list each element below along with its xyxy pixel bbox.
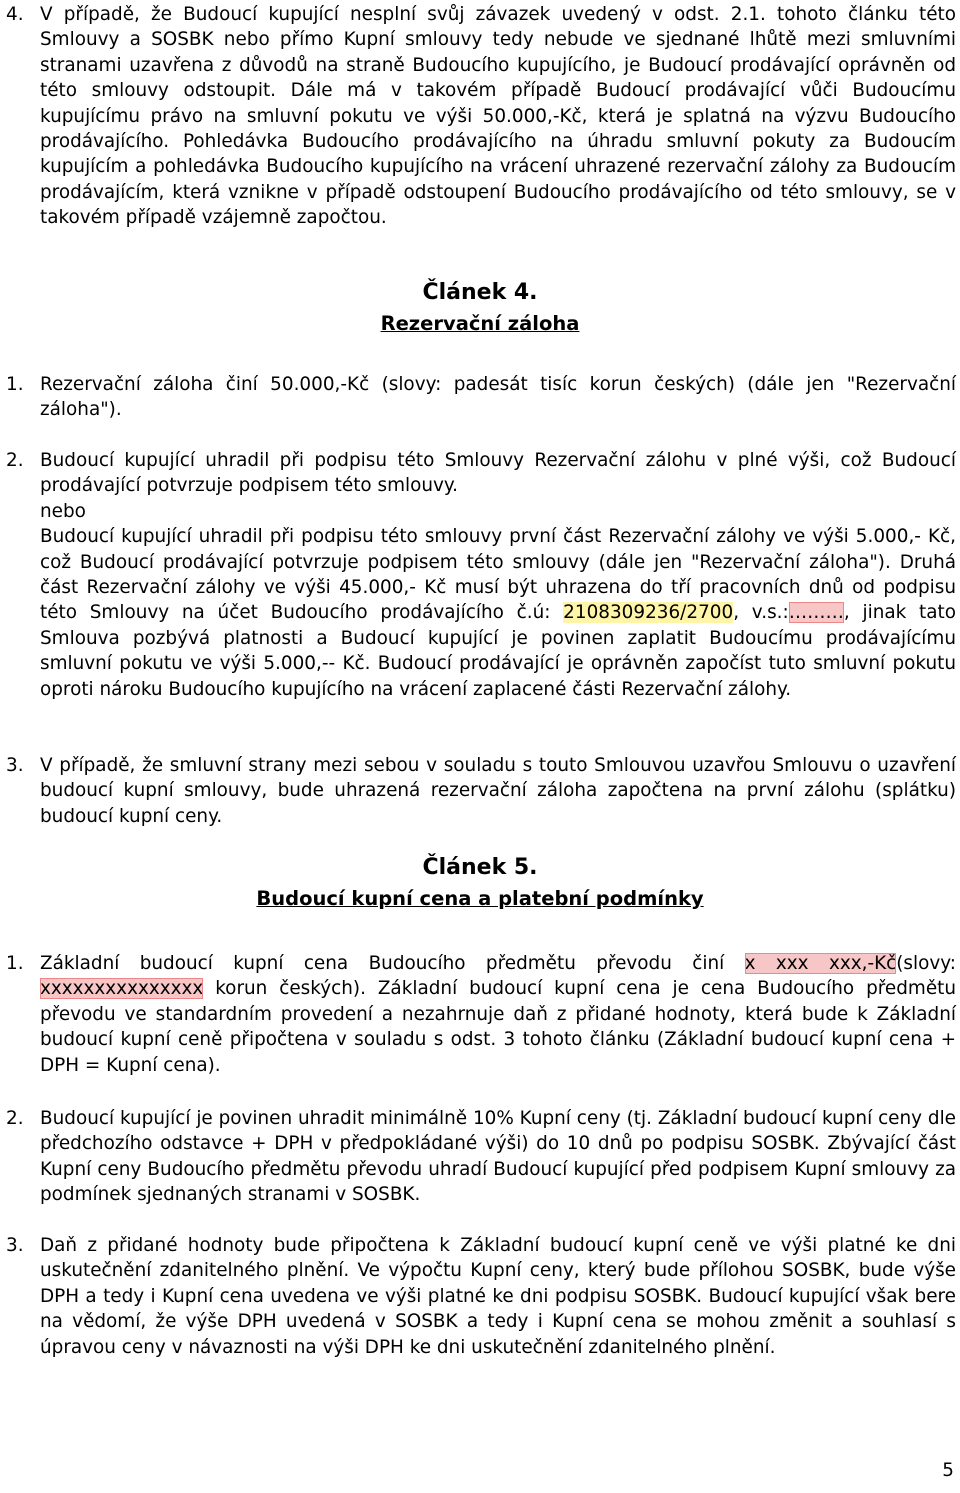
- item-text: Rezervační záloha činí 50.000,-Kč (slovy: padesát tisíc korun českých) (dále jen "Rezervační záloha").: [40, 374, 956, 421]
- item-text: V případě, že Budoucí kupující nesplní svůj závazek uvedený v odst. 2.1. tohoto článku této Smlouvy a SOSBK nebo přímo Kupní smlouvy tedy nebude ve sjednané lhůtě mezi smluvními stranami uzavřena z důvodů na straně Budoucího kupujícího, je Budoucí prodávající oprávněn od této smlouvy odstoupit. Dále má v takovém případě Budoucí prodávající vůči Budoucímu kupujícímu právo na smluvní pokutu ve výši 50.000,-Kč, která je splatná na výzvu Budoucího prodávajícího. Pohledávka Budoucího prodávajícího na úhradu smluvní pokuty za Budoucím kupujícím a pohledávka Budoucího kupujícího na vrácení uhrazené rezervační zálohy za Budoucím prodávajícím, která vznikne v případě odstoupení Budoucího prodávajícího od této smlouvy, se v takovém případě vzájemně započtou.: [40, 4, 956, 229]
- article5-item-1: [6, 951, 956, 1078]
- item-text: [40, 448, 956, 702]
- article-4-subtitle: Rezervační záloha: [380, 312, 580, 335]
- article-5-title: Článek 5.: [422, 855, 538, 880]
- page-number: 5: [942, 1460, 954, 1481]
- variable-symbol-blank: ………: [788, 602, 844, 624]
- article5-item-3: [6, 1233, 956, 1360]
- article4-item-2: [6, 448, 956, 702]
- item-number: 3.: [6, 1235, 24, 1256]
- item-text-part-b: (slovy:: [896, 953, 956, 974]
- item-number: 2.: [6, 450, 24, 471]
- item-text-part-c: korun českých). Základní budoucí kupní cena je cena Budoucího předmětu převodu ve standardním provedení a nezahrnuje daň z přidané hodnoty, která bude k Základní budoucí kupní ceně připočtena v souladu s odst. 3 tohoto článku (Základní budoucí kupní cena + DPH = Kupní cena).: [40, 978, 956, 1076]
- item-text-alternative: [40, 524, 956, 702]
- item-number: 4.: [6, 4, 24, 25]
- article-4-title: Článek 4.: [422, 280, 538, 305]
- item-text: Daň z přidané hodnoty bude připočtena k Základní budoucí kupní ceně ve výši platné ke dni uskutečnění zdanitelného plnění. Ve výpočtu Kupní ceny, který bude přílohou SOSBK, bude výše DPH a tedy i Kupní cena uvedena ve výši platné ke dni podpisu SOSBK. Budoucí kupující však bere na vědomí, že výše DPH uvedená v SOSBK a tedy i Kupní cena se mohou změnit a souhlasí s úpravou ceny v návaznosti na výši DPH ke dni uskutečnění zdanitelného plnění.: [40, 1235, 956, 1358]
- item-text-part-b: , v.s.:: [733, 602, 789, 624]
- article4-item-3: [6, 753, 956, 829]
- or-separator: nebo: [40, 500, 86, 522]
- item-number: 1.: [6, 953, 24, 974]
- item-text: Budoucí kupující je povinen uhradit minimálně 10% Kupní ceny (tj. Základní budoucí kupní ceny dle předchozího odstavce + DPH v předpokládané výši) do 10 dnů po podpisu SOSBK. Zbývající část Kupní ceny Budoucího předmětu převodu uhradí Budoucí kupující před podpisem Kupní smlouvy za podmínek sjednaných stranami v SOSBK.: [40, 1108, 956, 1206]
- price-words-placeholder: xxxxxxxxxxxxxxx: [40, 978, 204, 1000]
- item-number: 2.: [6, 1108, 24, 1129]
- article3-item-4: [6, 2, 956, 231]
- account-number: 2108309236/2700: [563, 602, 734, 624]
- article5-item-2: [6, 1106, 956, 1208]
- item-number: 3.: [6, 755, 24, 776]
- item-text: V případě, že smluvní strany mezi sebou v souladu s touto Smlouvou uzavřou Smlouvu o uzavření budoucí kupní smlouvy, bude uhrazená rezervační záloha započtena na první zálohu (splátku) budoucí kupní ceny.: [40, 755, 956, 827]
- article-5-subtitle: Budoucí kupní cena a platební podmínky: [256, 887, 704, 910]
- article4-item-1: [6, 372, 956, 423]
- item-number: 1.: [6, 374, 24, 395]
- item-text: [40, 951, 956, 1078]
- item-text-line-1: Budoucí kupující uhradil při podpisu této Smlouvy Rezervační zálohu v plné výši, což Budoucí prodávající potvrzuje podpisem této smlouvy.: [40, 450, 956, 497]
- item-text-part-a: Základní budoucí kupní cena Budoucího předmětu převodu činí: [40, 953, 745, 974]
- item-text-part-c: , jinak tato Smlouva pozbývá platnosti a Budoucí kupující je povinen zaplatit Budoucímu prodávajícímu smluvní pokutu ve výši 5.000,-- Kč. Budoucí prodávající je oprávněn započíst tuto smluvní pokutu oproti nároku Budoucího kupujícího na vrácení zaplacené části Rezervační zálohy.: [40, 602, 956, 700]
- price-placeholder: x xxx xxx,-Kč: [744, 953, 897, 974]
- item-text-part-a: Budoucí kupující uhradil při podpisu této smlouvy první část Rezervační zálohy ve výši 5.000,- Kč, což Budoucí prodávající potvrzuje podpisem této smlouvy (dále jen "Rezervační záloha"). Druhá část Rezervační zálohy ve výši 45.000,- Kč musí být uhrazena do tří pracovních dnů od podpisu této Smlouvy na účet Budoucího prodávajícího č.ú:: [40, 526, 956, 624]
